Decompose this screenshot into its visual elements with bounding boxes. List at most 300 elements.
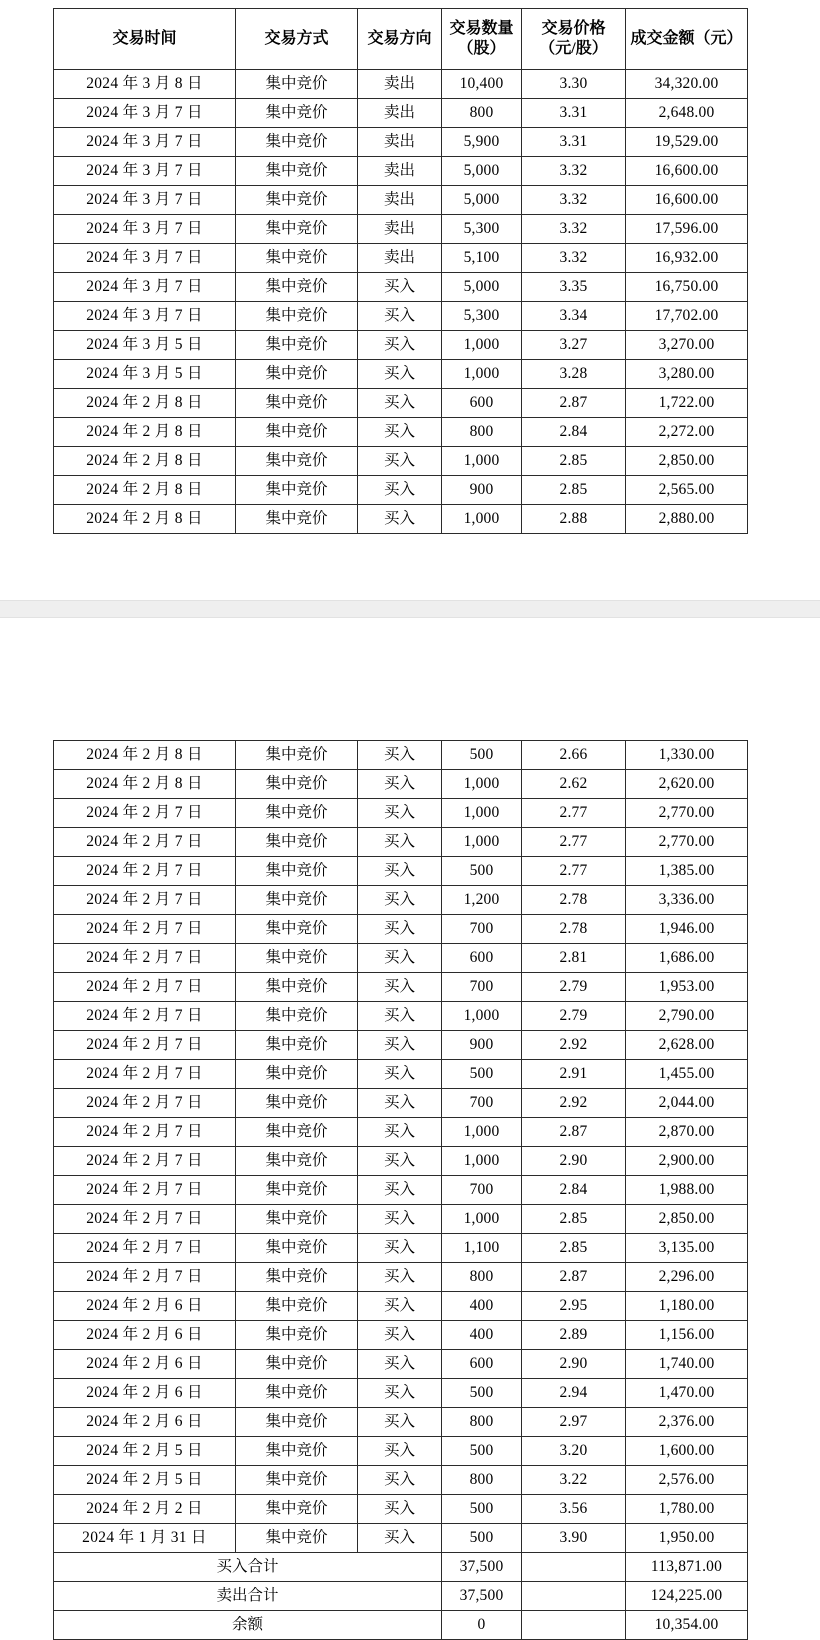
table-row [54,770,748,799]
transaction-time: 2024 年 2 月 7 日 [54,915,236,944]
transaction-table [53,8,748,534]
transaction-quantity: 1,000 [442,1147,522,1176]
transaction-amount: 17,702.00 [626,302,748,331]
transaction-quantity: 5,100 [442,244,522,273]
transaction-time: 2024 年 2 月 6 日 [54,1350,236,1379]
transaction-time: 2024 年 3 月 7 日 [54,99,236,128]
transaction-price: 2.79 [522,1002,626,1031]
transaction-price: 3.31 [522,128,626,157]
transaction-direction: 买入 [358,389,442,418]
summary-label: 买入合计 [54,1553,442,1582]
transaction-time: 2024 年 2 月 7 日 [54,1176,236,1205]
transaction-price: 2.78 [522,886,626,915]
transaction-quantity: 500 [442,857,522,886]
transaction-quantity: 900 [442,476,522,505]
transaction-amount: 1,385.00 [626,857,748,886]
table-row [54,128,748,157]
transaction-price: 2.87 [522,1118,626,1147]
transaction-direction: 买入 [358,360,442,389]
table-row [54,1379,748,1408]
table-row [54,244,748,273]
transaction-quantity: 800 [442,1408,522,1437]
transaction-mode: 集中竞价 [236,1350,358,1379]
transaction-amount: 1,988.00 [626,1176,748,1205]
transaction-price: 2.81 [522,944,626,973]
transaction-mode: 集中竞价 [236,1524,358,1553]
transaction-direction: 卖出 [358,244,442,273]
transaction-mode: 集中竞价 [236,302,358,331]
table-row [54,1437,748,1466]
transaction-time: 2024 年 3 月 7 日 [54,302,236,331]
transaction-amount: 34,320.00 [626,70,748,99]
transaction-amount: 2,790.00 [626,1002,748,1031]
table-row [54,331,748,360]
transaction-table-continued [53,740,748,1640]
summary-quantity: 0 [442,1611,522,1640]
transaction-amount: 1,455.00 [626,1060,748,1089]
transaction-quantity: 1,000 [442,828,522,857]
transaction-mode: 集中竞价 [236,944,358,973]
separator-line-top [0,600,820,601]
transaction-price: 2.77 [522,799,626,828]
transaction-time: 2024 年 2 月 2 日 [54,1495,236,1524]
transaction-quantity: 5,000 [442,186,522,215]
transaction-quantity: 1,000 [442,447,522,476]
transaction-mode: 集中竞价 [236,1321,358,1350]
transaction-quantity: 5,900 [442,128,522,157]
table-row [54,273,748,302]
transaction-direction: 买入 [358,828,442,857]
transaction-price: 2.94 [522,1379,626,1408]
transaction-direction: 卖出 [358,157,442,186]
transaction-quantity: 1,000 [442,770,522,799]
table-row [54,1292,748,1321]
transaction-direction: 买入 [358,1205,442,1234]
table-row [54,1031,748,1060]
transaction-amount: 1,600.00 [626,1437,748,1466]
transaction-mode: 集中竞价 [236,1263,358,1292]
transaction-mode: 集中竞价 [236,1205,358,1234]
transaction-direction: 买入 [358,1031,442,1060]
separator-line-bottom [0,617,820,618]
transaction-direction: 买入 [358,447,442,476]
summary-price [522,1582,626,1611]
transaction-time: 2024 年 2 月 8 日 [54,389,236,418]
transaction-mode: 集中竞价 [236,1408,358,1437]
transaction-amount: 2,376.00 [626,1408,748,1437]
transaction-quantity: 800 [442,418,522,447]
transaction-amount: 1,953.00 [626,973,748,1002]
transaction-time: 2024 年 2 月 6 日 [54,1292,236,1321]
transaction-time: 2024 年 2 月 5 日 [54,1437,236,1466]
transaction-price: 2.92 [522,1089,626,1118]
transaction-mode: 集中竞价 [236,215,358,244]
transaction-quantity: 600 [442,389,522,418]
transaction-amount: 1,180.00 [626,1292,748,1321]
transaction-price: 3.22 [522,1466,626,1495]
transaction-mode: 集中竞价 [236,1089,358,1118]
transaction-mode: 集中竞价 [236,1466,358,1495]
transaction-mode: 集中竞价 [236,1379,358,1408]
transaction-direction: 买入 [358,973,442,1002]
summary-label: 卖出合计 [54,1582,442,1611]
transaction-amount: 2,850.00 [626,447,748,476]
transaction-time: 2024 年 2 月 8 日 [54,476,236,505]
transaction-quantity: 500 [442,1060,522,1089]
transaction-mode: 集中竞价 [236,799,358,828]
table-row [54,70,748,99]
transaction-direction: 买入 [358,476,442,505]
transaction-amount: 2,880.00 [626,505,748,534]
transaction-price: 3.32 [522,215,626,244]
transaction-direction: 买入 [358,1234,442,1263]
transaction-price: 2.85 [522,476,626,505]
transaction-time: 2024 年 2 月 7 日 [54,1263,236,1292]
summary-price [522,1553,626,1582]
table-row [54,157,748,186]
transaction-direction: 买入 [358,1089,442,1118]
transaction-direction: 买入 [358,1002,442,1031]
transaction-mode: 集中竞价 [236,360,358,389]
transaction-price: 3.30 [522,70,626,99]
table-row [54,418,748,447]
transaction-price: 2.90 [522,1350,626,1379]
table-row [54,1524,748,1553]
summary-price [522,1611,626,1640]
transaction-mode: 集中竞价 [236,1002,358,1031]
transaction-time: 2024 年 2 月 7 日 [54,1205,236,1234]
transaction-direction: 买入 [358,418,442,447]
transaction-direction: 买入 [358,770,442,799]
transaction-price: 2.62 [522,770,626,799]
transaction-amount: 2,620.00 [626,770,748,799]
transaction-mode: 集中竞价 [236,857,358,886]
transaction-price: 2.90 [522,1147,626,1176]
transaction-quantity: 500 [442,741,522,770]
transaction-mode: 集中竞价 [236,447,358,476]
table-row [54,1321,748,1350]
transaction-quantity: 5,000 [442,157,522,186]
table-row [54,1205,748,1234]
transaction-mode: 集中竞价 [236,157,358,186]
transaction-direction: 买入 [358,799,442,828]
transaction-direction: 卖出 [358,128,442,157]
transaction-price: 3.35 [522,273,626,302]
table-row [54,741,748,770]
transaction-time: 2024 年 3 月 7 日 [54,157,236,186]
transaction-amount: 2,628.00 [626,1031,748,1060]
transaction-amount: 1,470.00 [626,1379,748,1408]
transaction-direction: 买入 [358,1263,442,1292]
summary-amount: 10,354.00 [626,1611,748,1640]
table-body [54,70,748,534]
transaction-quantity: 5,300 [442,302,522,331]
table-row [54,1466,748,1495]
transaction-mode: 集中竞价 [236,1031,358,1060]
transaction-time: 2024 年 2 月 7 日 [54,1089,236,1118]
transaction-amount: 2,850.00 [626,1205,748,1234]
transaction-direction: 卖出 [358,99,442,128]
transaction-price: 2.91 [522,1060,626,1089]
transaction-quantity: 1,000 [442,505,522,534]
transaction-price: 2.97 [522,1408,626,1437]
table-row [54,1089,748,1118]
transaction-time: 2024 年 1 月 31 日 [54,1524,236,1553]
transaction-quantity: 1,000 [442,1002,522,1031]
transaction-direction: 买入 [358,944,442,973]
transaction-quantity: 1,000 [442,360,522,389]
transaction-quantity: 800 [442,99,522,128]
transaction-quantity: 10,400 [442,70,522,99]
transaction-mode: 集中竞价 [236,1118,358,1147]
transaction-price: 3.32 [522,157,626,186]
transaction-price: 2.92 [522,1031,626,1060]
transaction-amount: 1,950.00 [626,1524,748,1553]
transaction-direction: 买入 [358,1495,442,1524]
transaction-mode: 集中竞价 [236,244,358,273]
transaction-time: 2024 年 2 月 6 日 [54,1408,236,1437]
transaction-direction: 买入 [358,1060,442,1089]
summary-row [54,1553,748,1582]
transaction-amount: 1,740.00 [626,1350,748,1379]
table-row [54,1350,748,1379]
transaction-mode: 集中竞价 [236,273,358,302]
transaction-amount: 3,270.00 [626,331,748,360]
transaction-mode: 集中竞价 [236,1176,358,1205]
transaction-quantity: 800 [442,1466,522,1495]
transaction-amount: 2,770.00 [626,799,748,828]
table-row [54,302,748,331]
transaction-mode: 集中竞价 [236,99,358,128]
transaction-price: 2.95 [522,1292,626,1321]
transaction-mode: 集中竞价 [236,1292,358,1321]
summary-amount: 113,871.00 [626,1553,748,1582]
transaction-direction: 买入 [358,886,442,915]
transaction-time: 2024 年 2 月 7 日 [54,1147,236,1176]
table-row [54,799,748,828]
transaction-direction: 买入 [358,505,442,534]
transaction-table-two [53,740,747,1640]
transaction-direction: 买入 [358,857,442,886]
transaction-time: 2024 年 3 月 5 日 [54,331,236,360]
transaction-price: 2.85 [522,1234,626,1263]
transaction-mode: 集中竞价 [236,389,358,418]
transaction-amount: 2,870.00 [626,1118,748,1147]
transaction-mode: 集中竞价 [236,186,358,215]
table-row [54,1408,748,1437]
transaction-direction: 买入 [358,1466,442,1495]
transaction-amount: 2,576.00 [626,1466,748,1495]
transaction-quantity: 1,000 [442,799,522,828]
transaction-mode: 集中竞价 [236,886,358,915]
column-header-mode: 交易方式 [236,9,358,70]
transaction-direction: 买入 [358,1321,442,1350]
summary-amount: 124,225.00 [626,1582,748,1611]
transaction-amount: 1,946.00 [626,915,748,944]
table-header [54,9,748,70]
transaction-mode: 集中竞价 [236,128,358,157]
transaction-mode: 集中竞价 [236,828,358,857]
transaction-quantity: 1,000 [442,331,522,360]
transaction-time: 2024 年 2 月 8 日 [54,447,236,476]
transaction-time: 2024 年 2 月 7 日 [54,886,236,915]
transaction-price: 2.78 [522,915,626,944]
transaction-price: 2.77 [522,828,626,857]
transaction-quantity: 500 [442,1524,522,1553]
transaction-price: 2.84 [522,1176,626,1205]
summary-label: 余额 [54,1611,442,1640]
transaction-time: 2024 年 2 月 7 日 [54,1002,236,1031]
transaction-price: 2.84 [522,418,626,447]
transaction-quantity: 1,200 [442,886,522,915]
table-row [54,944,748,973]
transaction-amount: 1,330.00 [626,741,748,770]
transaction-amount: 19,529.00 [626,128,748,157]
transaction-table-one [53,8,747,534]
table-row [54,1060,748,1089]
transaction-quantity: 700 [442,1089,522,1118]
transaction-amount: 1,156.00 [626,1321,748,1350]
summary-row [54,1611,748,1640]
transaction-mode: 集中竞价 [236,1437,358,1466]
transaction-direction: 买入 [358,1147,442,1176]
transaction-time: 2024 年 2 月 8 日 [54,505,236,534]
transaction-amount: 2,272.00 [626,418,748,447]
table-row [54,476,748,505]
transaction-mode: 集中竞价 [236,418,358,447]
transaction-quantity: 5,300 [442,215,522,244]
transaction-mode: 集中竞价 [236,741,358,770]
transaction-quantity: 800 [442,1263,522,1292]
table-row [54,1002,748,1031]
transaction-price: 3.31 [522,99,626,128]
transaction-time: 2024 年 2 月 7 日 [54,1118,236,1147]
transaction-quantity: 400 [442,1292,522,1321]
transaction-quantity: 1,000 [442,1205,522,1234]
transaction-mode: 集中竞价 [236,770,358,799]
transaction-price: 2.88 [522,505,626,534]
table-header-row [54,9,748,70]
transaction-amount: 3,336.00 [626,886,748,915]
transaction-amount: 2,296.00 [626,1263,748,1292]
transaction-quantity: 700 [442,1176,522,1205]
transaction-price: 2.66 [522,741,626,770]
transaction-time: 2024 年 2 月 7 日 [54,973,236,1002]
transaction-amount: 3,280.00 [626,360,748,389]
table-row [54,886,748,915]
transaction-time: 2024 年 2 月 7 日 [54,799,236,828]
table-row [54,828,748,857]
transaction-direction: 买入 [358,1292,442,1321]
transaction-amount: 2,565.00 [626,476,748,505]
transaction-price: 3.27 [522,331,626,360]
transaction-time: 2024 年 2 月 7 日 [54,1060,236,1089]
transaction-price: 2.79 [522,973,626,1002]
transaction-mode: 集中竞价 [236,915,358,944]
table-body [54,741,748,1553]
transaction-amount: 3,135.00 [626,1234,748,1263]
transaction-direction: 买入 [358,331,442,360]
transaction-price: 3.90 [522,1524,626,1553]
transaction-quantity: 500 [442,1379,522,1408]
transaction-amount: 2,900.00 [626,1147,748,1176]
transaction-price: 3.32 [522,186,626,215]
transaction-time: 2024 年 3 月 8 日 [54,70,236,99]
transaction-amount: 1,686.00 [626,944,748,973]
table-row [54,1147,748,1176]
transaction-direction: 卖出 [358,186,442,215]
table-row [54,360,748,389]
table-row [54,99,748,128]
transaction-amount: 17,596.00 [626,215,748,244]
transaction-direction: 买入 [358,1176,442,1205]
table-row [54,1495,748,1524]
transaction-amount: 2,648.00 [626,99,748,128]
transaction-direction: 买入 [358,1350,442,1379]
transaction-mode: 集中竞价 [236,1147,358,1176]
transaction-price: 3.20 [522,1437,626,1466]
table-row [54,915,748,944]
transaction-amount: 16,932.00 [626,244,748,273]
transaction-price: 3.56 [522,1495,626,1524]
transaction-direction: 卖出 [358,215,442,244]
transaction-time: 2024 年 3 月 7 日 [54,128,236,157]
transaction-quantity: 600 [442,1350,522,1379]
transaction-mode: 集中竞价 [236,505,358,534]
transaction-time: 2024 年 2 月 8 日 [54,418,236,447]
transaction-time: 2024 年 3 月 7 日 [54,215,236,244]
transaction-time: 2024 年 2 月 7 日 [54,828,236,857]
transaction-amount: 2,770.00 [626,828,748,857]
transaction-amount: 16,600.00 [626,186,748,215]
transaction-quantity: 700 [442,973,522,1002]
table-row [54,186,748,215]
transaction-time: 2024 年 3 月 7 日 [54,186,236,215]
transaction-mode: 集中竞价 [236,973,358,1002]
transaction-quantity: 1,000 [442,1118,522,1147]
table-row [54,1118,748,1147]
summary-quantity: 37,500 [442,1553,522,1582]
transaction-direction: 买入 [358,741,442,770]
transaction-time: 2024 年 3 月 7 日 [54,244,236,273]
column-header-time: 交易时间 [54,9,236,70]
transaction-amount: 16,600.00 [626,157,748,186]
column-header-direction: 交易方向 [358,9,442,70]
transaction-quantity: 5,000 [442,273,522,302]
transaction-direction: 买入 [358,1437,442,1466]
transaction-direction: 买入 [358,273,442,302]
transaction-mode: 集中竞价 [236,1060,358,1089]
transaction-quantity: 500 [442,1437,522,1466]
transaction-price: 2.85 [522,447,626,476]
table-row [54,389,748,418]
table-row [54,857,748,886]
transaction-time: 2024 年 3 月 5 日 [54,360,236,389]
table-row [54,215,748,244]
transaction-price: 2.87 [522,389,626,418]
transaction-mode: 集中竞价 [236,1495,358,1524]
table-row [54,973,748,1002]
table-row [54,447,748,476]
transaction-amount: 16,750.00 [626,273,748,302]
transaction-price: 3.28 [522,360,626,389]
column-header-price: 交易价格（元/股） [522,9,626,70]
transaction-price: 2.77 [522,857,626,886]
transaction-direction: 买入 [358,302,442,331]
transaction-quantity: 400 [442,1321,522,1350]
transaction-price: 3.32 [522,244,626,273]
transaction-price: 3.34 [522,302,626,331]
